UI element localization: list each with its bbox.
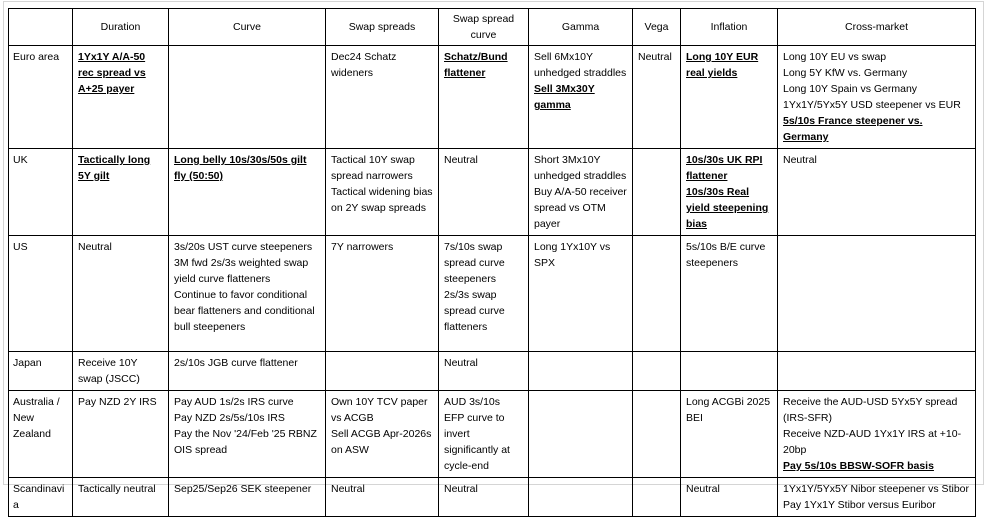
trade-cell-duration — [73, 391, 169, 478]
trade-item: Long 1Yx10Y vs SPX — [534, 241, 611, 269]
trade-item: Long 5Y KfW vs. Germany — [783, 67, 908, 79]
trade-cell-inflation — [681, 149, 778, 236]
table-header — [9, 9, 976, 46]
trade-cell-swap-spread-curve — [439, 478, 529, 517]
trade-cell-vega — [633, 236, 681, 352]
trade-item: Neutral — [444, 154, 478, 166]
trade-item: Neutral — [78, 241, 112, 253]
trade-item: Sell 6Mx10Y unhedged straddles — [534, 51, 627, 79]
region-cell: Japan — [9, 352, 73, 391]
trade-item: Neutral — [444, 483, 478, 495]
trade-item-emphasized: 10s/30s Real yield steepening bias — [686, 186, 769, 230]
trade-cell-swap-spread-curve — [439, 391, 529, 478]
trade-cell-inflation — [681, 478, 778, 517]
trade-item: Neutral — [686, 483, 720, 495]
trade-item: 3s/20s UST curve steepeners — [174, 241, 313, 253]
trade-cell-gamma — [529, 352, 633, 391]
column-header-vega: Vega — [633, 9, 681, 46]
trade-item: Tactically neutral — [78, 483, 156, 495]
trade-item: Continue to favor conditional bear flatteners and conditional bull steepeners — [174, 289, 315, 333]
trade-cell-cross-market — [778, 236, 976, 352]
trade-cell-swap-spreads — [326, 352, 439, 391]
region-cell: Euro area — [9, 46, 73, 149]
trade-cell-swap-spreads — [326, 478, 439, 517]
table-row-euro-area — [9, 46, 976, 149]
column-header-cross-market: Cross-market — [778, 9, 976, 46]
column-header-gamma: Gamma — [529, 9, 633, 46]
trade-cell-vega — [633, 391, 681, 478]
trade-recommendations-table — [8, 8, 976, 517]
trade-cell-gamma — [529, 46, 633, 149]
trade-item: AUD 3s/10s EFP curve to invert significantly at cycle-end — [444, 396, 510, 472]
trade-cell-cross-market — [778, 391, 976, 478]
trade-item: Long 10Y EU vs swap — [783, 51, 887, 63]
trade-item: Pay AUD 1s/2s IRS curve — [174, 396, 294, 408]
trade-item: 7Y narrowers — [331, 241, 394, 253]
table-row-japan — [9, 352, 976, 391]
trade-cell-duration — [73, 236, 169, 352]
trade-cell-vega — [633, 46, 681, 149]
trade-item-emphasized: 10s/30s UK RPI flattener — [686, 154, 763, 182]
table-row-us — [9, 236, 976, 352]
trade-item: Neutral — [638, 51, 672, 63]
trade-cell-swap-spread-curve — [439, 352, 529, 391]
trade-cell-gamma — [529, 149, 633, 236]
trade-item-emphasized: Tactically long 5Y gilt — [78, 154, 151, 182]
trade-cell-duration — [73, 149, 169, 236]
trade-item: 3M fwd 2s/3s weighted swap yield curve flatteners — [174, 257, 309, 285]
table-row-australia-new-zealand — [9, 391, 976, 478]
trade-cell-inflation — [681, 391, 778, 478]
trade-cell-cross-market — [778, 149, 976, 236]
trade-cell-swap-spreads — [326, 391, 439, 478]
column-header-curve: Curve — [169, 9, 326, 46]
trade-cell-duration — [73, 352, 169, 391]
trade-cell-duration — [73, 46, 169, 149]
trade-item: 1Yx1Y/5Yx5Y Nibor steepener vs Stibor — [783, 483, 969, 495]
trade-cell-inflation — [681, 46, 778, 149]
region-cell: Australia / New Zealand — [9, 391, 73, 478]
trade-item: Pay NZD 2s/5s/10s IRS — [174, 412, 285, 424]
table-row-uk — [9, 149, 976, 236]
column-header-swap-spread-curve: Swap spread curve — [439, 9, 529, 46]
region-cell: Scandinavia — [9, 478, 73, 517]
trade-item: Pay NZD 2Y IRS — [78, 396, 157, 408]
region-cell: US — [9, 236, 73, 352]
table-row-scandinavia — [9, 478, 976, 517]
trade-cell-vega — [633, 478, 681, 517]
trade-cell-cross-market — [778, 46, 976, 149]
trade-cell-gamma — [529, 236, 633, 352]
region-cell: UK — [9, 149, 73, 236]
trade-cell-swap-spread-curve — [439, 149, 529, 236]
trade-item: Long ACGBi 2025 BEI — [686, 396, 771, 424]
trade-item: Short 3Mx10Y unhedged straddles — [534, 154, 627, 182]
trade-item: Buy A/A-50 receiver spread vs OTM payer — [534, 186, 627, 230]
trade-item: Own 10Y TCV paper vs ACGB — [331, 396, 428, 424]
trade-cell-inflation — [681, 352, 778, 391]
trade-cell-vega — [633, 352, 681, 391]
trade-cell-duration — [73, 478, 169, 517]
trade-item: Tactical 10Y swap spread narrowers — [331, 154, 415, 182]
trade-cell-swap-spreads — [326, 236, 439, 352]
trade-cell-inflation — [681, 236, 778, 352]
trade-item: 7s/10s swap spread curve steepeners — [444, 241, 505, 285]
trade-item: Tactical widening bias on 2Y swap spreads — [331, 186, 433, 214]
trade-item: Sep25/Sep26 SEK steepener — [174, 483, 312, 495]
trade-item-emphasized: Sell 3Mx30Y gamma — [534, 83, 595, 111]
trade-cell-swap-spreads — [326, 149, 439, 236]
trade-cell-curve — [169, 478, 326, 517]
trade-cell-curve — [169, 149, 326, 236]
trade-cell-curve — [169, 236, 326, 352]
column-header-region — [9, 9, 73, 46]
trade-item: Sell ACGB Apr-2026s on ASW — [331, 428, 432, 456]
trade-cell-swap-spread-curve — [439, 236, 529, 352]
trade-item: Receive the AUD-USD 5Yx5Y spread (IRS-SFR) — [783, 396, 958, 424]
trade-item-emphasized: 5s/10s France steepener vs. Germany — [783, 115, 923, 143]
trade-item: 2s/10s JGB curve flattener — [174, 357, 298, 369]
trade-cell-swap-spreads — [326, 46, 439, 149]
trade-cell-cross-market — [778, 352, 976, 391]
trade-cell-gamma — [529, 478, 633, 517]
trade-item: 2s/3s swap spread curve flatteners — [444, 289, 505, 333]
table-header-row — [9, 9, 976, 46]
trade-cell-curve — [169, 352, 326, 391]
trade-item-emphasized: Long belly 10s/30s/50s gilt fly (50:50) — [174, 154, 307, 182]
trade-item: Long 10Y Spain vs Germany — [783, 83, 918, 95]
trade-item: 1Yx1Y/5Yx5Y USD steepener vs EUR — [783, 99, 961, 111]
column-header-inflation: Inflation — [681, 9, 778, 46]
trade-item: Neutral — [331, 483, 365, 495]
trade-cell-swap-spread-curve — [439, 46, 529, 149]
trade-item: 5s/10s B/E curve steepeners — [686, 241, 766, 269]
trade-item: Neutral — [783, 154, 817, 166]
trade-item: Neutral — [444, 357, 478, 369]
trade-item-emphasized: Long 10Y EUR real yields — [686, 51, 759, 79]
trade-item: Receive NZD-AUD 1Yx1Y IRS at +10-20bp — [783, 428, 962, 456]
trade-item: Dec24 Schatz wideners — [331, 51, 397, 79]
trade-item-emphasized: 1Yx1Y A/A-50 rec spread vs A+25 payer — [78, 51, 146, 95]
column-header-duration: Duration — [73, 9, 169, 46]
trade-item: Pay 1Yx1Y Stibor versus Euribor — [783, 499, 936, 511]
column-header-swap-spreads: Swap spreads — [326, 9, 439, 46]
trade-item: Pay the Nov '24/Feb '25 RBNZ OIS spread — [174, 428, 317, 456]
trade-cell-curve — [169, 46, 326, 149]
trade-item: Receive 10Y swap (JSCC) — [78, 357, 140, 385]
trade-cell-vega — [633, 149, 681, 236]
trade-item-emphasized: Schatz/Bund flattener — [444, 51, 508, 79]
trade-cell-cross-market — [778, 478, 976, 517]
trade-cell-gamma — [529, 391, 633, 478]
trade-item-emphasized: Pay 5s/10s BBSW-SOFR basis — [783, 460, 934, 472]
table-body — [9, 46, 976, 517]
trade-cell-curve — [169, 391, 326, 478]
